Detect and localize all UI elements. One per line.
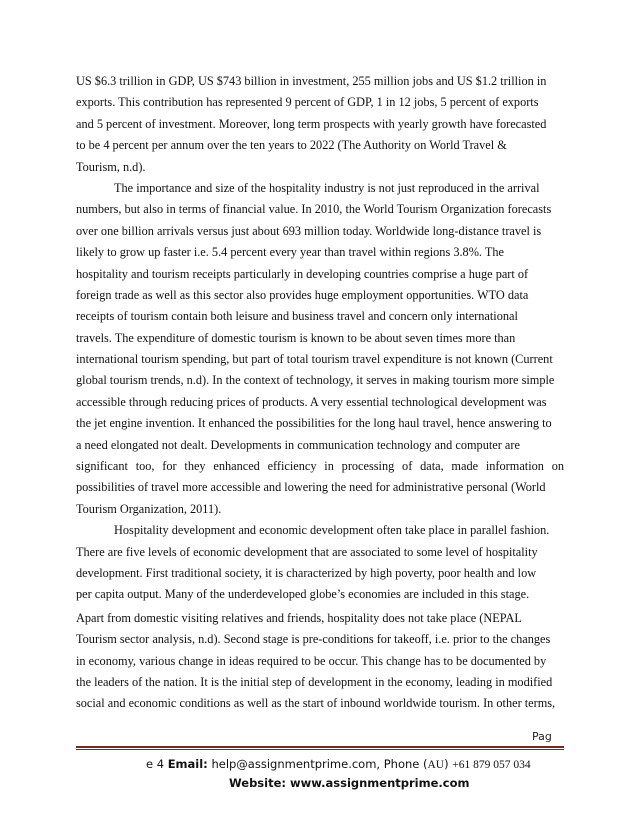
text-line: significant too, for they enhanced efficiency in processing of data, made information on (76, 459, 564, 474)
phone-region: AU (427, 759, 445, 771)
text-line: international tourism spending, but part of total tourism travel expenditure is not known (Current (76, 352, 553, 367)
phone-number[interactable]: +61 879 057 034 (452, 759, 531, 771)
text-line: global tourism trends, n.d). In the context of technology, it serves in making tourism more simple (76, 373, 555, 388)
text-line: US $6.3 trillion in GDP, US $743 billion in investment, 255 million jobs and US $1.2 trillion in (76, 74, 547, 88)
text-line: a need elongated not dealt. Developments in communication technology and computer are (76, 437, 520, 452)
email-label: Email: (167, 757, 208, 771)
text-line: receipts of tourism contain both leisure and business travel and concern only international (76, 309, 518, 324)
paragraph-start: The importance and size of the hospitality industry is not just reproduced in the arrival (114, 180, 540, 195)
text-line: the leaders of the nation. It is the initial step of development in the economy, leading in modified (76, 674, 553, 689)
footer-website[interactable]: Website: www.assignmentprime.com (229, 776, 470, 790)
footer-contact (146, 757, 531, 771)
text-line: per capita output. Many of the underdeveloped globe’s economies are included in this stage. (76, 587, 530, 602)
text-line: possibilities of travel more accessible and lowering the need for administrative personal (World (76, 480, 546, 495)
text-line: and 5 percent of investment. Moreover, long term prospects with yearly growth have forecasted (76, 116, 547, 131)
text-line: over one billion arrivals versus just about 693 million today. Worldwide long-distance travel is (76, 223, 542, 238)
text-line: development. First traditional society, it is characterized by high poverty, poor health and low (76, 565, 537, 580)
paragraph-start: Hospitality development and economic development often take place in parallel fashion. (114, 523, 550, 538)
text-line: the jet engine invention. It enhanced the possibilities for the long haul travel, hence answering to (76, 416, 552, 431)
footer-divider-thin (76, 749, 564, 750)
text-line: travels. The expenditure of domestic tourism is known to be about seven times more than (76, 330, 516, 345)
text-line: Tourism, n.d). (76, 159, 146, 174)
text-line: in economy, various change in ideas required to be occur. This change has to be documented by (76, 653, 547, 668)
text-line: numbers, but also in terms of financial value. In 2010, the World Tourism Organization forecasts (76, 202, 552, 217)
text-line: foreign trade as well as this sector also provides huge employment opportunities. WTO data (76, 287, 529, 302)
page-label: Pag (532, 730, 552, 743)
text-line: likely to grow up faster i.e. 5.4 percent every year than travel within regions 3.8%. The (76, 245, 504, 260)
text-line: to be 4 percent per annum over the ten years to 2022 (The Authority on World Travel & (76, 138, 507, 153)
email-value[interactable]: help@assignmentprime.com, Phone ( (207, 757, 428, 771)
page-number: e 4 (146, 757, 168, 771)
text-line: exports. This contribution has represented 9 percent of GDP, 1 in 12 jobs, 5 percent of exports (76, 95, 539, 110)
text-line: Tourism sector analysis, n.d). Second stage is pre-conditions for takeoff, i.e. prior to the changes (76, 632, 551, 647)
text-line: hospitality and tourism receipts particularly in developing countries comprise a huge part of (76, 266, 529, 281)
body-text (76, 71, 564, 715)
text-line: social and economic conditions as well as the start of inbound worldwide tourism. In other terms, (76, 696, 556, 711)
phone-paren: ) (444, 757, 453, 771)
footer-divider (76, 746, 564, 748)
text-line: Apart from domestic visiting relatives and friends, hospitality does not take place (NEPAL (76, 610, 522, 625)
text-line: accessible through reducing prices of products. A very essential technological development was (76, 394, 547, 409)
text-line: There are five levels of economic development that are associated to some level of hospitality (76, 544, 538, 559)
text-line: Tourism Organization, 2011). (76, 501, 222, 516)
